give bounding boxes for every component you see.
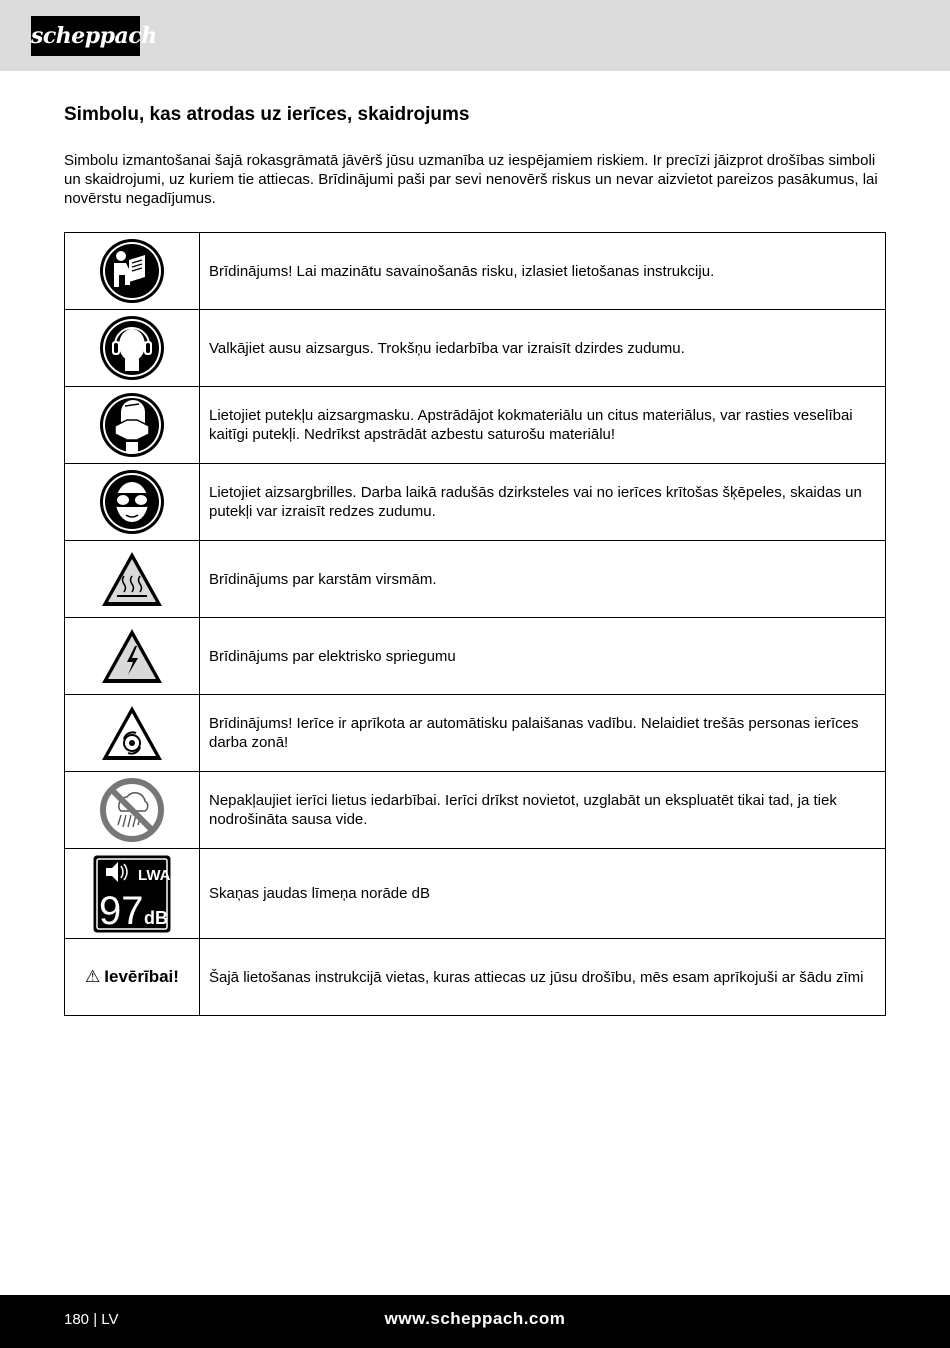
symbol-description: Brīdinājums! Lai mazinātu savainošanās risku, izlasiet lietošanas instrukciju. xyxy=(200,233,886,310)
no-rain-icon xyxy=(99,777,165,843)
table-row xyxy=(65,464,886,541)
sound-level-number: 97 xyxy=(99,888,144,933)
table-row xyxy=(65,939,886,1016)
ear-protection-icon xyxy=(99,315,165,381)
symbol-description: Valkājiet ausu aizsargus. Trokšņu iedarbība var izraisīt dzirdes zudumu. xyxy=(200,310,886,387)
table-row xyxy=(65,772,886,849)
caution-triangle-icon: ⚠ xyxy=(85,967,101,986)
lwa-label: LWA xyxy=(138,866,171,884)
electrical-voltage-warning-icon xyxy=(99,626,165,686)
intro-paragraph: Simbolu izmantošanai šajā rokasgrāmatā jāvērš jūsu uzmanība uz iespējamiem riskiem. Ir precīzi jāizprot drošības simboli un skaidrojumi, uz kuriem tie attiecas. Brīdinājumi paši par sevi nenovērš riskus un nevar aizvietot pareizos pasākumus, lai novērstu negadījumus. xyxy=(64,152,878,207)
symbol-description: Brīdinājums par elektrisko spriegumu xyxy=(200,618,886,695)
scheppach-logo: scheppach xyxy=(31,16,140,56)
symbol-description: Nepakļaujiet ierīci lietus iedarbībai. Ierīci drīkst novietot, uzglabāt un ekspluatēt tikai tad, ja tiek nodrošināta sausa vide. xyxy=(200,772,886,849)
table-row xyxy=(65,310,886,387)
table-row xyxy=(65,387,886,464)
symbol-description: Šajā lietošanas instrukcijā vietas, kuras attiecas uz jūsu drošību, mēs esam aprīkojuši ar šādu zīmi xyxy=(200,939,886,1016)
table-row xyxy=(65,695,886,772)
read-manual-icon xyxy=(99,238,165,304)
website-link[interactable]: www.scheppach.com xyxy=(384,1309,566,1328)
dust-mask-icon xyxy=(99,392,165,458)
table-row xyxy=(65,849,886,939)
sound-level-unit: dB xyxy=(144,907,168,928)
symbol-description: Brīdinājums! Ierīce ir aprīkota ar automātisku palaišanas vadību. Nelaidiet trešās personas ierīces darba zonā! xyxy=(200,695,886,772)
page-number: 180 | LV xyxy=(64,1311,119,1328)
caution-label: ⚠ Ievērībai! xyxy=(85,967,179,986)
symbol-description: Brīdinājums par karstām virsmām. xyxy=(200,541,886,618)
footer xyxy=(0,1295,950,1348)
symbols-table xyxy=(64,232,886,1016)
symbol-description: Lietojiet aizsargbrilles. Darba laikā radušās dzirksteles vai no ierīces krītošas šķēpeles, skaidas un putekļi var izraisīt redzes zudumu. xyxy=(200,464,886,541)
table-row xyxy=(65,618,886,695)
sound-power-level-icon xyxy=(93,855,171,933)
page-title: Simbolu, kas atrodas uz ierīces, skaidrojums xyxy=(64,104,470,125)
symbol-description: Skaņas jaudas līmeņa norāde dB xyxy=(200,849,886,939)
safety-goggles-icon xyxy=(99,469,165,535)
table-row xyxy=(65,233,886,310)
symbol-description: Lietojiet putekļu aizsargmasku. Apstrādājot kokmateriālu un citus materiālus, var rasties veselībai kaitīgi putekļi. Nedrīkst apstrādāt azbestu saturošu materiālu! xyxy=(200,387,886,464)
hot-surface-warning-icon xyxy=(99,549,165,609)
automatic-start-warning-icon xyxy=(99,703,165,763)
table-row xyxy=(65,541,886,618)
